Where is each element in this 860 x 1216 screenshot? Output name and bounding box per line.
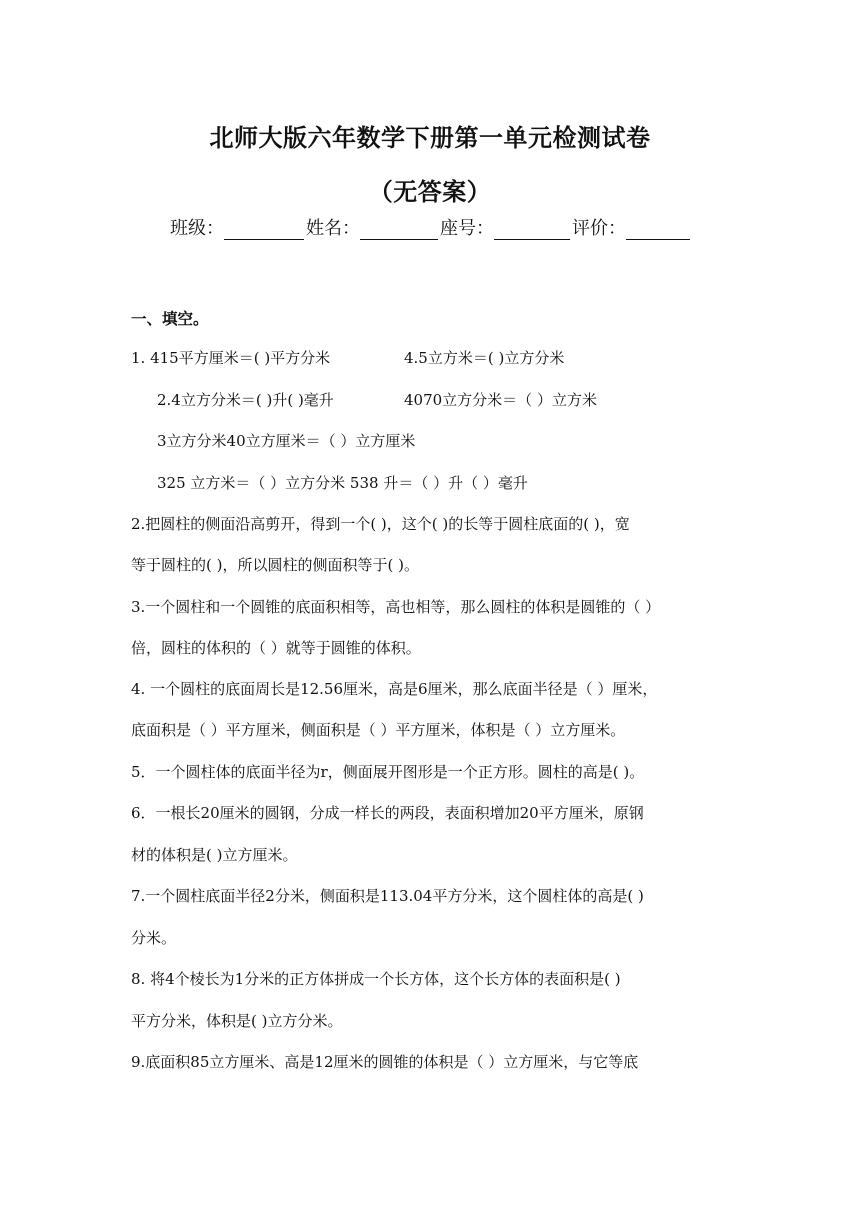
question-line: 4.5立方米＝( )立方分米	[404, 349, 565, 367]
question-line: 平方分米，体积是( )立方分米。	[131, 1012, 343, 1030]
question-line: 6．一根长20厘米的圆钢，分成一样长的两段，表面积增加20平方厘米，原钢	[131, 804, 644, 822]
question-line: 材的体积是( )立方厘米。	[131, 846, 298, 864]
grade-blank	[626, 217, 690, 240]
page-subtitle: （无答案）	[368, 178, 492, 206]
student-info-line	[170, 214, 692, 240]
name-label: 姓名：	[306, 218, 360, 239]
question-line: 底面积是（ ）平方厘米，侧面积是（ ）平方厘米，体积是（ ）立方厘米。	[131, 721, 626, 739]
page-title: 北师大版六年数学下册第一单元检测试卷	[209, 124, 651, 152]
question-line: 9.底面积85立方厘米、高是12厘米的圆锥的体积是（ ）立方厘米，与它等底	[131, 1053, 639, 1071]
question-line: 5．一个圆柱体的底面半径为r，侧面展开图形是一个正方形。圆柱的高是( )。	[131, 763, 645, 781]
question-line: 等于圆柱的( )，所以圆柱的侧面积等于( )。	[131, 556, 419, 574]
question-line: 倍，圆柱的体积的（ ）就等于圆锥的体积。	[131, 639, 421, 657]
class-label: 班级：	[170, 218, 224, 239]
question-line: 325 立方米＝（ ）立方分米 538 升＝（ ）升（ ）毫升	[157, 474, 528, 492]
question-line: 4. 一个圆柱的底面周长是12.56厘米，高是6厘米，那么底面半径是（ ）厘米，	[131, 680, 658, 698]
question-line: 分米。	[131, 929, 177, 947]
question-line: 2.把圆柱的侧面沿高剪开，得到一个( )，这个( )的长等于圆柱底面的( )，宽	[131, 515, 630, 533]
name-blank	[360, 217, 438, 240]
section-heading: 一、填空。	[131, 310, 209, 328]
seat-label: 座号：	[440, 218, 494, 239]
question-line: 3立方分米40立方厘米＝（ ）立方厘米	[157, 432, 416, 450]
grade-label: 评价：	[572, 218, 626, 239]
class-blank	[224, 217, 304, 240]
question-line: 8. 将4个棱长为1分米的正方体拼成一个长方体，这个长方体的表面积是( )	[131, 970, 621, 988]
question-line: 4070立方分米＝（ ）立方米	[404, 391, 597, 409]
question-line: 1. 415平方厘米＝( )平方分米	[131, 349, 331, 367]
question-line: 3.一个圆柱和一个圆锥的底面积相等，高也相等，那么圆柱的体积是圆锥的（ ）	[131, 598, 661, 616]
question-line: 7.一个圆柱底面半径2分米，侧面积是113.04平方分米，这个圆柱体的高是( )	[131, 887, 644, 905]
seat-blank	[494, 217, 570, 240]
question-line: 2.4立方分米＝( )升( )毫升	[157, 391, 334, 409]
